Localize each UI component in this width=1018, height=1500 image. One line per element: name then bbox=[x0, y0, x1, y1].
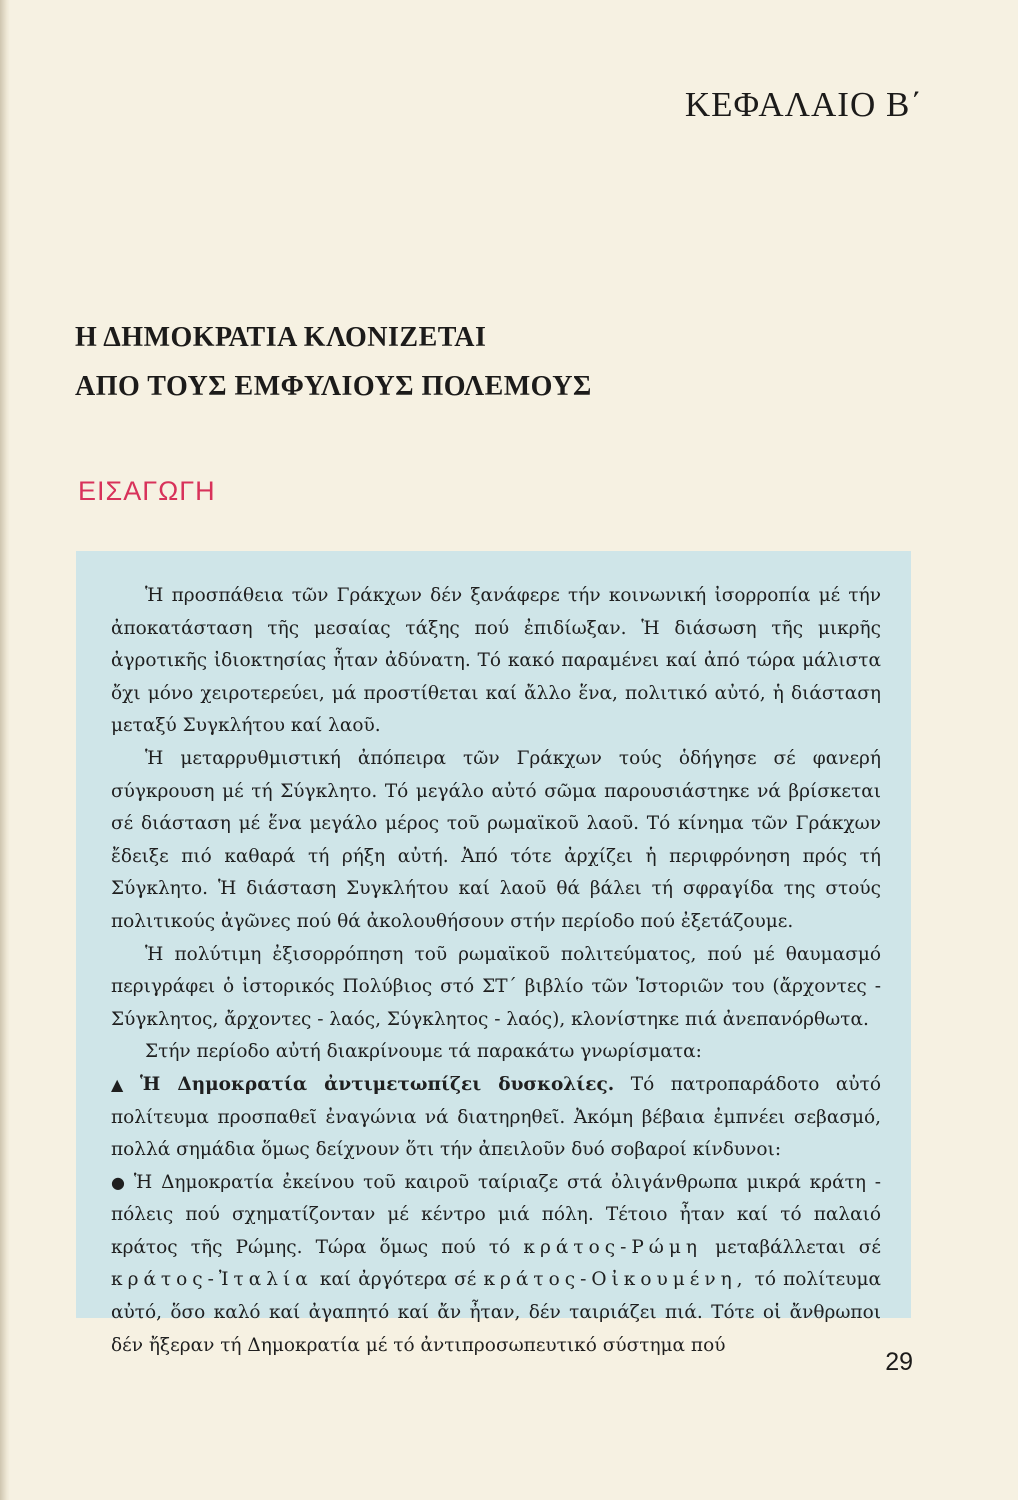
paragraph-3: Ἡ πολύτιμη ἐξισορρόπηση τοῦ ρωμαϊκοῦ πολιτεύματος, πού μέ θαυμασμό περιγράφει ὁ ἱστορικός Πολύβιος στό ΣΤ΄ βιβλίο τῶν Ἱστοριῶν του (ἄρχοντες - Σύγκλητος, ἄρχοντες - λαός, Σύγκλητος - λαός), κλονίστηκε πιά ἀνεπανόρθωτα. bbox=[111, 943, 881, 1030]
paragraph-2: Ἡ μεταρρυθμιστική ἀπόπειρα τῶν Γράκχων τούς ὁδήγησε σέ φανερή σύγκρουση μέ τή Σύγκλητο. Τό μεγάλο αὐτό σῶμα παρουσιάστηκε νά βρίσκεται σέ διάσταση μέ ἕνα μεγάλο μέρος τοῦ ρωμαϊκοῦ λαοῦ. Τό κίνημα τῶν Γράκχων ἔδειξε πιό καθαρά τή ρήξη αὐτή. Ἀπό τότε ἀρχίζει ἡ περιφρόνηση πρός τή Σύγκλητο. Ἡ διάσταση Συγκλήτου καί λαοῦ θά βάλει τή σφραγίδα της στούς πολιτικούς ἀγῶνες πού θά ἀκολουθήσουν στήν περίοδο πού ἐξετάζουμε. bbox=[111, 747, 881, 932]
term-kratos-romi: κράτος-Ρώμη bbox=[523, 1236, 702, 1258]
paragraph-1: Ἡ προσπάθεια τῶν Γράκχων δέν ξανάφερε τήν κοινωνική ἰσορροπία μέ τήν ἀποκατάσταση τῆς μεσαίας τάξης πού ἐπιδίωξαν. Ἡ διάσωση τῆς μικρῆς ἀγροτικῆς ἰδιοκτησίας ἦταν ἀδύνατη. Τό κακό παραμένει καί ἀπό τώρα μάλιστα ὄχι μόνο χειροτερεύει, μά προστίθεται καί ἄλλο ἕνα, πολιτικό αὐτό, ἡ διάσταση μεταξύ Συγκλήτου καί λαοῦ. bbox=[111, 585, 881, 737]
page-edge bbox=[0, 0, 10, 1500]
triangle-icon: ▲ bbox=[111, 1074, 134, 1094]
paragraph-6-part-d: τό πολίτευμα αὐτό, ὅσο καλό καί ἀγαπητό καί ἄν ἦταν, δέν ταιριάζει πιά. Τότε οἱ ἄνθρωποι δέν ἤξεραν τή Δημοκρατία μέ τό ἀντιπροσωπευτικό σύστημα πού bbox=[111, 1269, 881, 1356]
chapter-label: ΚΕΦΑΛΑΙΟ Β΄ bbox=[684, 85, 923, 124]
body-text bbox=[111, 580, 881, 1362]
chapter-title-line-1: Η ΔΗΜΟΚΡΑΤΙΑ ΚΛΟΝΙΖΕΤΑΙ bbox=[75, 322, 487, 353]
page-number: 29 bbox=[885, 1348, 913, 1376]
paragraph-5-text: Τό πατροπαράδοτο αὐτό πολίτευμα προσπαθεῖ ἐναγώνια νά διατηρηθεῖ. Ἀκόμη βέβαια ἐμπνέει σεβασμό, πολλά σημάδια ὅμως δείχνουν ὅτι τήν ἀπειλοῦν δυό σοβαροί κίνδυνοι: bbox=[111, 1073, 881, 1161]
paragraph-6-part-c: καί ἀργότερα σέ bbox=[319, 1269, 477, 1291]
chapter-title-line-2: ΑΠΟ ΤΟΥΣ ΕΜΦΥΛΙΟΥΣ ΠΟΛΕΜΟΥΣ bbox=[75, 371, 592, 402]
section-heading: Ἡ Δημοκρατία ἀντιμετωπίζει δυσκολίες. bbox=[139, 1073, 615, 1095]
term-kratos-italia: κράτος-Ἰταλία bbox=[111, 1269, 313, 1291]
paragraph-6-part-b: μεταβάλλεται σέ bbox=[715, 1236, 881, 1258]
paragraph-6 bbox=[111, 1167, 881, 1363]
intro-heading: ΕΙΣΑΓΩΓΗ bbox=[78, 476, 216, 506]
bullet-icon: ● bbox=[111, 1172, 128, 1192]
paragraph-5 bbox=[111, 1069, 881, 1167]
term-kratos-oikoumeni: κράτος-Οἰκουμένη, bbox=[483, 1269, 748, 1291]
paragraph-4: Στήν περίοδο αὐτή διακρίνουμε τά παρακάτω γνωρίσματα: bbox=[145, 1041, 702, 1063]
paragraph-6-part-a: Ἡ Δημοκρατία ἐκείνου τοῦ καιροῦ ταίριαζε στά ὀλιγάνθρωπα μικρά κράτη - πόλεις πού σχηματίζονταν μέ κέντρο μιά πόλη. Τέτοιο ἦταν καί τό παλαιό κράτος τῆς Ρώμης. Τώρα ὅμως πού τό bbox=[111, 1171, 881, 1258]
